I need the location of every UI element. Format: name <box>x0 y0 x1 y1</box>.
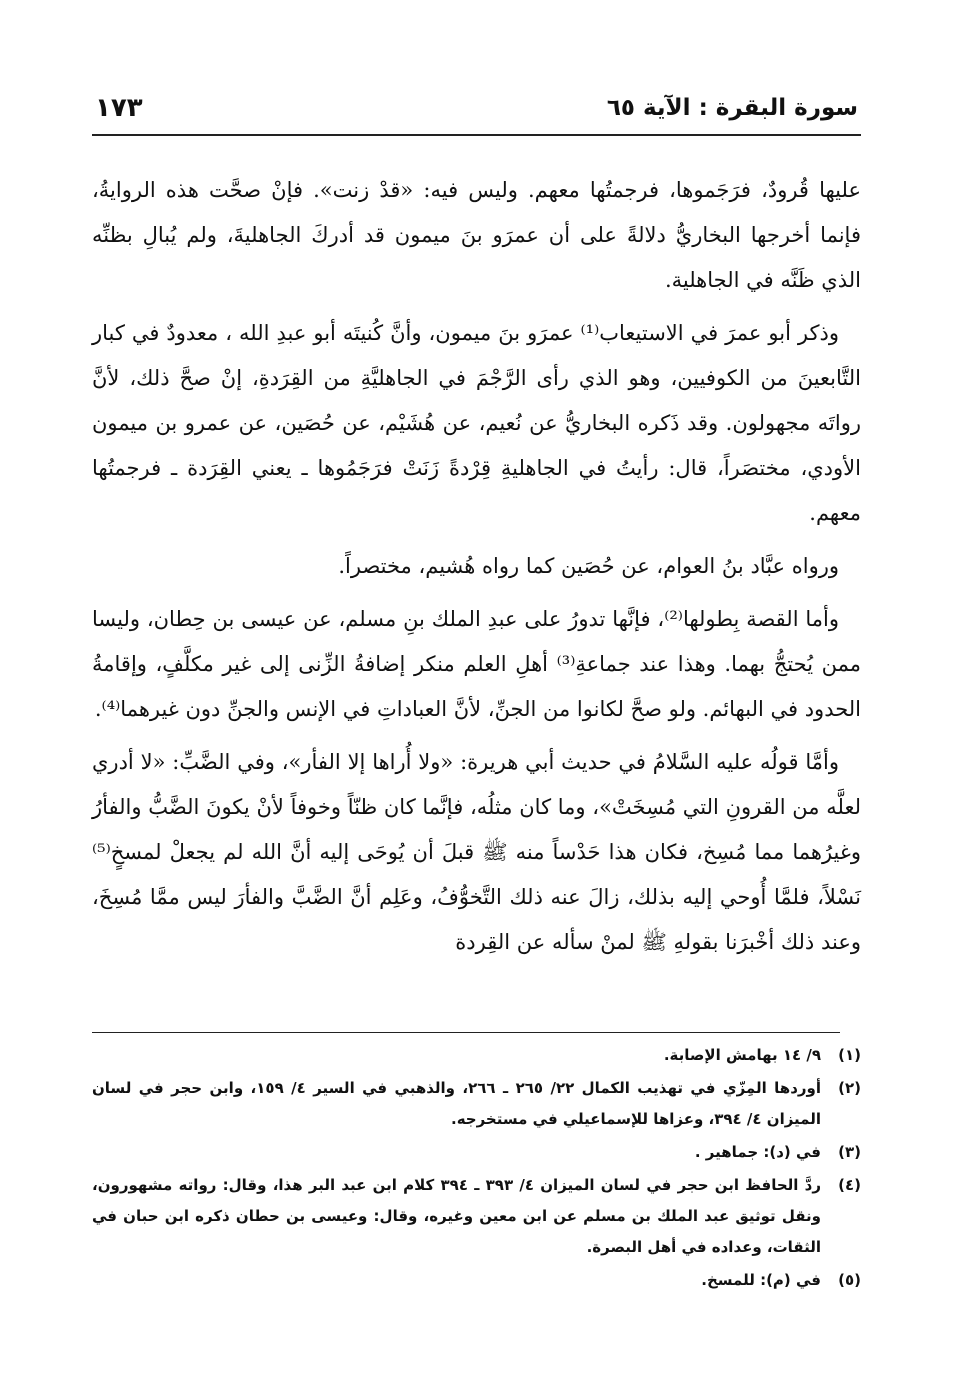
footnote-text: في (م): للمسخ. <box>701 1271 821 1289</box>
footnote-number: (٢) <box>838 1079 861 1097</box>
footnote-separator <box>92 1032 840 1033</box>
page-header <box>95 88 858 128</box>
footnote-text: أوردها المِزّي في تهذيب الكمال ٢٢/ ٢٦٥ ـ ٢٦٦، والذهبي في السير ٤/ ١٥٩، وابن حجر في لسان الميزان ٤/ ٣٩٤، وعزاها للإسماعيلي في مستخرجه. <box>92 1079 821 1128</box>
footnote-number: (٣) <box>838 1143 861 1161</box>
paragraph: وأما القصة بِطولها⁽²⁾، فإنَّها تدورُ على عبدِ الملك بنِ مسلم، عن عيسى بن حِطان، وليسا ممن يُحتجُّ بهما. وهذا عند جماعةِ⁽³⁾ أهلِ العلم منكر إضافةُ الزِّنى إلى غير مكلَّفٍ، وإقامةُ الحدود في البهائم. ولو صحَّ لكانوا من الجنِّ، لأنَّ العباداتِ في الإنس والجنِّ دون غيرهما⁽⁴⁾. <box>92 607 862 721</box>
footnote <box>92 1073 861 1135</box>
footnote-text: في (د): جماهير . <box>694 1143 821 1161</box>
footnote-text: ٩/ ١٤ بهامش الإصابة. <box>663 1046 821 1064</box>
paragraph: عليها قُرودٌ، فرَجَموها، فرجمتُها معهم. وليس فيه: «قدْ زنت». فإنْ صحَّت هذه الروايةُ، فإنما أخرجها البخاريُّ دلالةً على أن عمرَو بنَ ميمون قد أدركَ الجاهليةَ، ولم يُبالِ بظنِّه الذي ظَنَّه في الجاهلية. <box>92 178 861 292</box>
header-rule <box>92 134 861 136</box>
footnote-text: ردَّ الحافظ ابن حجر في لسان الميزان ٤/ ٣٩٣ ـ ٣٩٤ كلام ابن عبد البر هذا، وقال: رواته مشهورون، ونقل توثيق عبد الملك بن مسلم عن ابن معين وغيره، وقال: وعيسى بن حطان ذكره ابن حبان في الثقات، وعداده في أهل البصرة. <box>92 1176 821 1256</box>
main-text <box>92 168 861 973</box>
footnote <box>92 1040 861 1071</box>
paragraph: ورواه عبَّاد بنُ العوام، عن حُصَين كما رواه هُشيم، مختصراً. <box>338 554 839 578</box>
paragraph: وأمَّا قولُه عليه السَّلامُ في حديث أبي هريرة: «ولا أُراها إلا الفأر»، وفي الضَّبِّ: «لا أدري لعلَّه من القرونِ التي مُسِخَتْ»، وما كان مثلُه، فإنَّما كان ظنّاً وخوفاً لأنْ يكونَ الضَّبُّ والفأرُ وغيرُهما مما مُسِخ، فكان هذا حَدْساً منه ﷺ قبلَ أن يُوحَى إليه أنَّ الله لم يجعلْ لمسخٍ⁽⁵⁾ نَسْلاً، فلمَّا أُوحي إليه بذلك، زالَ عنه ذلك التَّخوُّفُ، وعَلِم أنَّ الضَّبَّ والفأرَ ليس ممَّا مُسِخَ، وعند ذلك أخْبرَنا بقولهِ ﷺ لمنْ سأله عن القِردة <box>92 750 861 954</box>
page-number: ١٧٣ <box>95 93 143 123</box>
footnote <box>92 1137 861 1168</box>
footnote-number: (٤) <box>838 1176 861 1194</box>
paragraph: وذكر أبو عمرَ في الاستيعاب⁽¹⁾ عمرَو بنَ ميمون، وأنَّ كُنيتَه أبو عبدِ الله ، معدودٌ في كبار التَّابعينَ من الكوفيين، وهو الذي رأى الرَّجْمَ في الجاهليَّةِ من القِرَدةِ، إنْ صحَّ ذلك، لأنَّ رواتَه مجهولون. وقد ذَكره البخاريُّ عن نُعيم، عن هُشَيْم، عن حُصَين، عن عمرو بن ميمون الأودي، مختصَراً، قال: رأيتُ في الجاهليةِ قِرْدةً زَنَتْ فرَجَمُوها ـ يعني القِرَدة ـ فرجمتُها معهم. <box>92 321 861 525</box>
footnote <box>92 1170 861 1263</box>
running-title: سورة البقرة : الآية ٦٥ <box>606 95 858 121</box>
footnote-number: (٥) <box>838 1271 861 1289</box>
footnote <box>92 1265 861 1296</box>
footnote-number: (١) <box>838 1046 861 1064</box>
footnotes <box>92 1040 861 1298</box>
